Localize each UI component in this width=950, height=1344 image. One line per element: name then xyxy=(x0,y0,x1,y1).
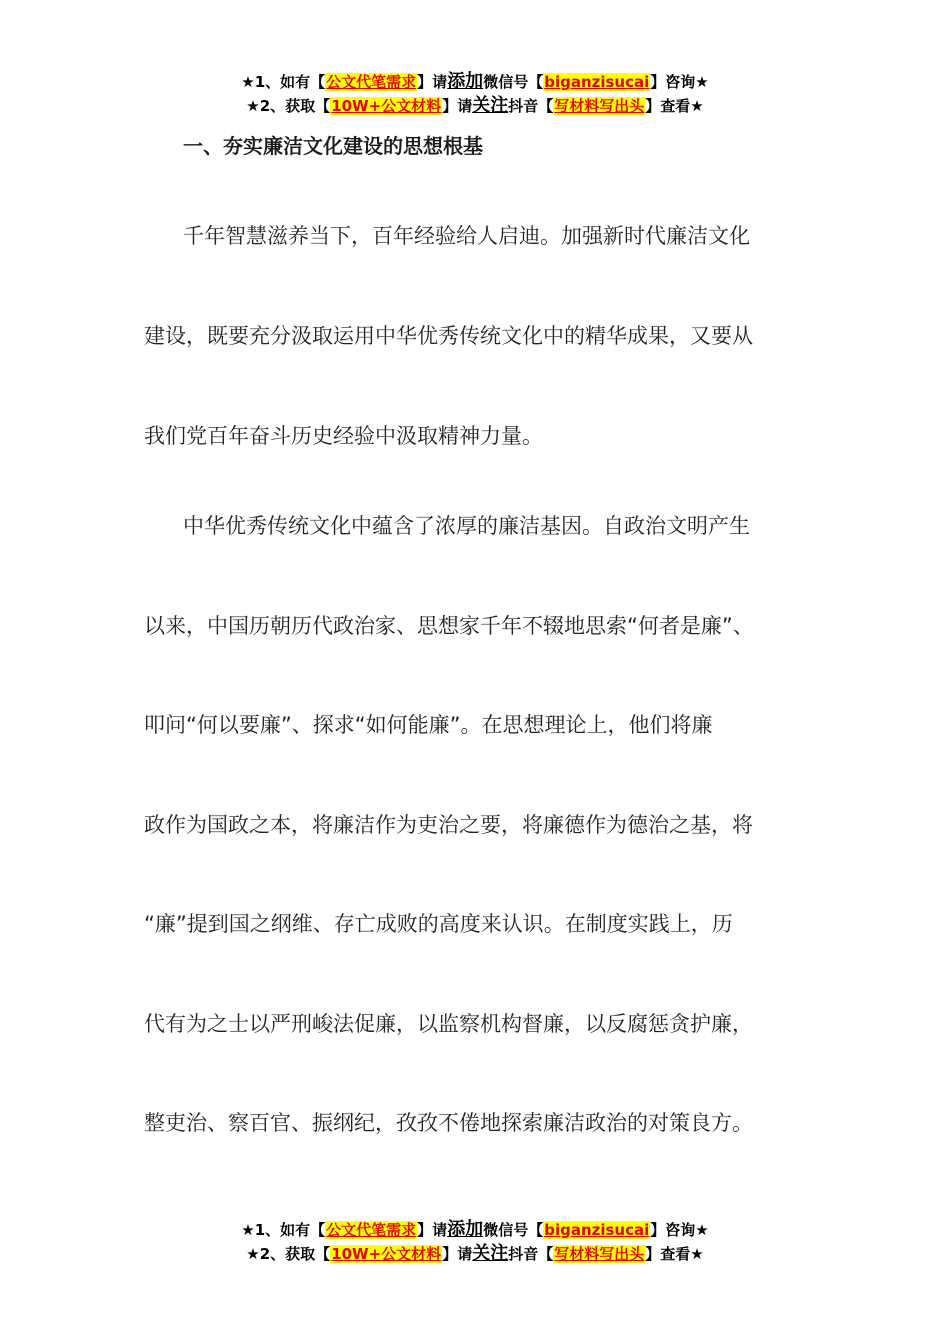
highlight-service: 公文代笔需求 xyxy=(326,1221,417,1239)
banner-text: 】咨询★ xyxy=(650,73,709,91)
paragraph-1-line-2: 建设，既要充分汲取运用中华优秀传统文化中的精华成果，又要从 xyxy=(144,324,753,348)
highlight-materials: 10W+公文材料 xyxy=(331,1245,442,1263)
paragraph-2-line-6: 代有为之士以严刑峻法促廉，以监察机构督廉，以反腐惩贪护廉， xyxy=(144,1012,753,1036)
banner-text: ★1、如有【 xyxy=(241,1221,326,1239)
bottom-banner xyxy=(0,1218,950,1266)
banner-text: ★2、获取【 xyxy=(246,1245,331,1263)
emphasis-add: 添加 xyxy=(447,1219,484,1240)
paragraph-2-line-1: 中华优秀传统文化中蕴含了浓厚的廉洁基因。自政治文明产生 xyxy=(183,514,750,538)
highlight-douyin-account: 写材料写出头 xyxy=(554,97,645,115)
banner-text: 抖音【 xyxy=(508,97,554,115)
highlight-materials: 10W+公文材料 xyxy=(331,97,442,115)
top-banner xyxy=(0,70,950,118)
banner-text: ★2、获取【 xyxy=(246,97,331,115)
paragraph-1-line-3: 我们党百年奋斗历史经验中汲取精神力量。 xyxy=(144,424,543,448)
banner-line-2 xyxy=(0,1242,950,1266)
banner-text: 】请 xyxy=(417,1221,448,1239)
banner-line-2 xyxy=(0,94,950,118)
banner-text: 】请 xyxy=(417,73,448,91)
highlight-douyin-account: 写材料写出头 xyxy=(554,1245,645,1263)
banner-text: 】请 xyxy=(442,97,473,115)
paragraph-2-line-4: 政作为国政之本，将廉洁作为吏治之要，将廉德作为德治之基，将 xyxy=(144,813,753,837)
paragraph-2-line-3: 叩问“何以要廉”、探求“如何能廉”。在思想理论上，他们将廉 xyxy=(144,713,713,737)
highlight-wechat-id: biganzisucai xyxy=(544,1221,650,1239)
banner-text: 】查看★ xyxy=(645,97,704,115)
banner-text: 】请 xyxy=(442,1245,473,1263)
paragraph-1-line-1: 千年智慧滋养当下，百年经验给人启迪。加强新时代廉洁文化 xyxy=(183,224,750,248)
banner-line-1 xyxy=(0,1218,950,1242)
paragraph-2-line-7: 整吏治、察百官、振纲纪，孜孜不倦地探索廉洁政治的对策良方。 xyxy=(144,1111,753,1135)
banner-text: 】查看★ xyxy=(645,1245,704,1263)
emphasis-add: 添加 xyxy=(447,71,484,92)
banner-text: 】咨询★ xyxy=(650,1221,709,1239)
paragraph-2-line-5: “廉”提到国之纲维、存亡成败的高度来认识。在制度实践上，历 xyxy=(144,912,733,936)
paragraph-2-line-2: 以来，中国历朝历代政治家、思想家千年不辍地思索“何者是廉”、 xyxy=(144,614,754,638)
section-heading: 一、夯实廉洁文化建设的思想根基 xyxy=(183,134,483,158)
banner-text: 微信号【 xyxy=(483,1221,544,1239)
banner-text: 抖音【 xyxy=(508,1245,554,1263)
banner-text: ★1、如有【 xyxy=(241,73,326,91)
banner-line-1 xyxy=(0,70,950,94)
banner-text: 微信号【 xyxy=(483,73,544,91)
highlight-service: 公文代笔需求 xyxy=(326,73,417,91)
highlight-wechat-id: biganzisucai xyxy=(544,73,650,91)
emphasis-follow: 关注 xyxy=(472,95,509,116)
emphasis-follow: 关注 xyxy=(472,1243,509,1264)
